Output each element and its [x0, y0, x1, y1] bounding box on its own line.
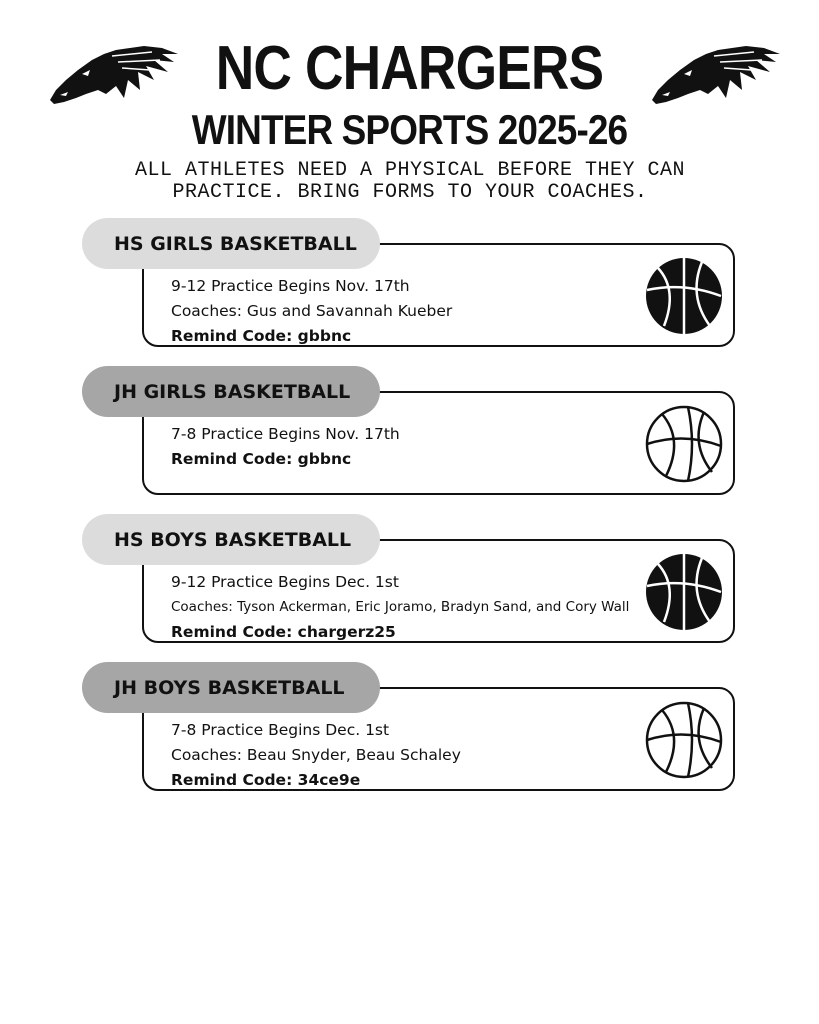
connector-line: [377, 539, 677, 541]
section-hs-boys-basketball: [82, 514, 737, 649]
practice-start: 9-12 Practice Begins Dec. 1st: [171, 573, 399, 591]
page-title: NC CHARGERS: [215, 34, 604, 103]
remind-code: Remind Code: chargerz25: [171, 623, 396, 641]
basketball-outline-icon: [644, 404, 724, 484]
section-jh-boys-basketball: [82, 662, 737, 797]
basketball-solid-icon: [644, 552, 724, 632]
coaches: Coaches: Tyson Ackerman, Eric Joramo, Bradyn Sand, and Cory Wall: [171, 599, 630, 615]
section-label: HS GIRLS BASKETBALL: [82, 218, 380, 269]
basketball-outline-icon: [644, 700, 724, 780]
section-jh-girls-basketball: [82, 366, 737, 501]
practice-start: 7-8 Practice Begins Dec. 1st: [171, 721, 390, 739]
section-label: HS BOYS BASKETBALL: [82, 514, 380, 565]
section-label: JH GIRLS BASKETBALL: [82, 366, 380, 417]
notice-line: ALL ATHLETES NEED A PHYSICAL BEFORE THEY CAN: [134, 159, 686, 182]
basketball-solid-icon: [644, 256, 724, 336]
notice-line: PRACTICE. BRING FORMS TO YOUR COACHES.: [172, 181, 648, 204]
section-label: JH BOYS BASKETBALL: [82, 662, 380, 713]
section-hs-girls-basketball: [82, 218, 737, 353]
remind-code: Remind Code: 34ce9e: [171, 771, 361, 789]
connector-line: [377, 243, 677, 245]
remind-code: Remind Code: gbbnc: [171, 450, 352, 468]
practice-start: 9-12 Practice Begins Nov. 17th: [171, 277, 410, 295]
coaches: Coaches: Gus and Savannah Kueber: [171, 302, 453, 320]
practice-start: 7-8 Practice Begins Nov. 17th: [171, 425, 400, 443]
page-subtitle: WINTER SPORTS 2025-26: [191, 106, 628, 153]
physical-notice: [100, 160, 720, 204]
remind-code: Remind Code: gbbnc: [171, 327, 352, 345]
connector-line: [377, 391, 677, 393]
coaches: Coaches: Beau Snyder, Beau Schaley: [171, 746, 461, 764]
connector-line: [377, 687, 677, 689]
